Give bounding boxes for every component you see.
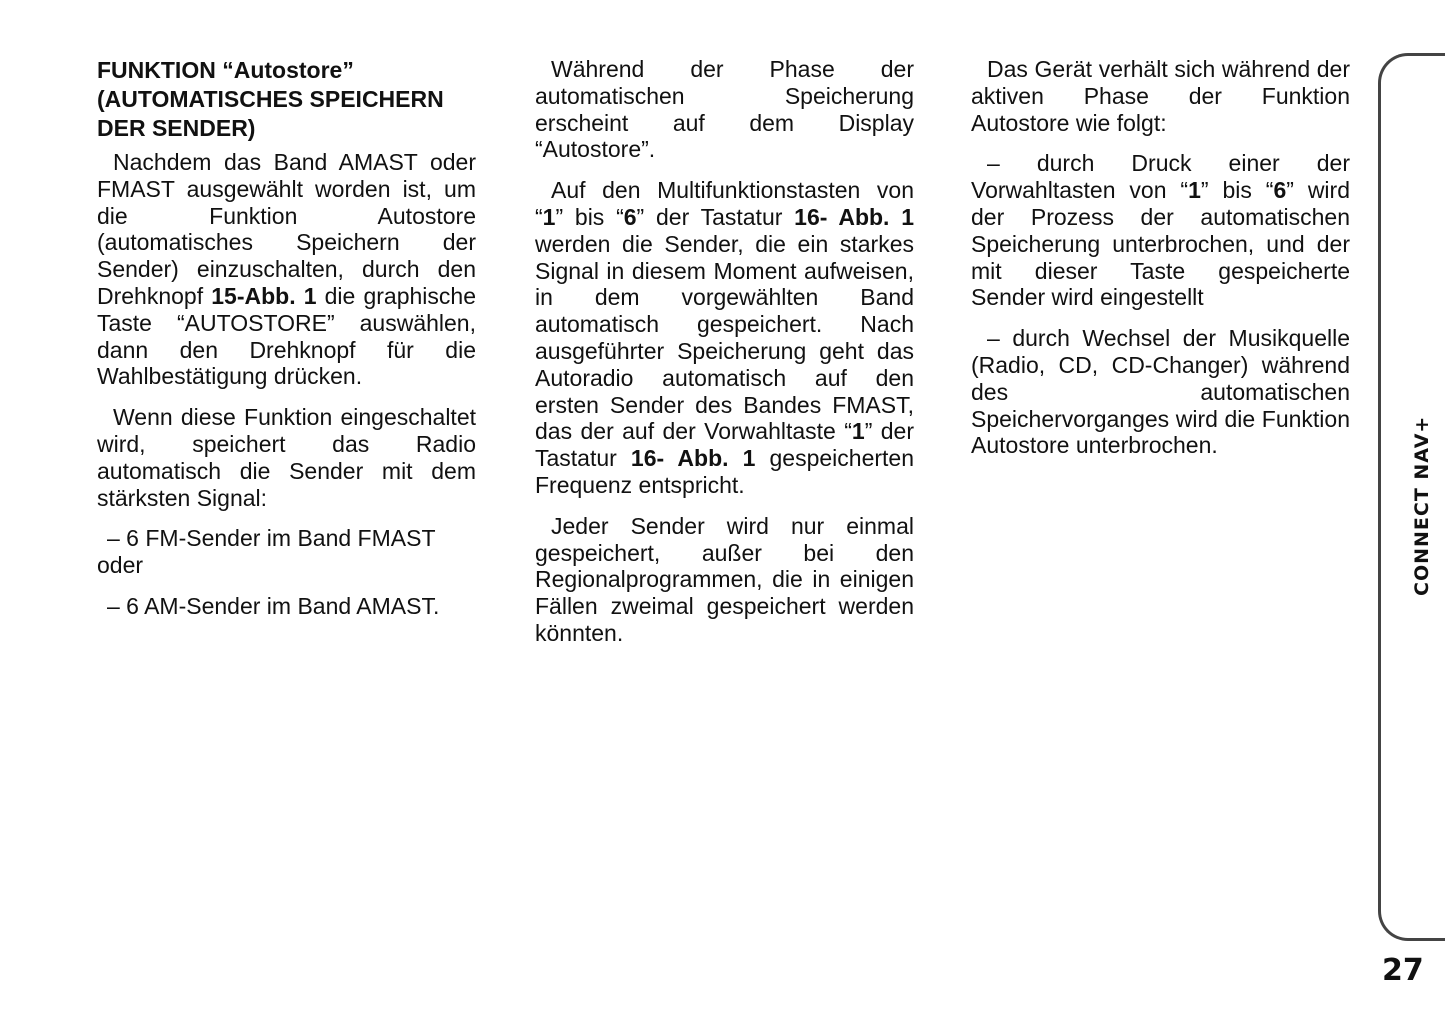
text: – durch Druck einer der Vorwahltasten von “ xyxy=(971,150,1350,204)
column-left xyxy=(97,56,476,634)
text: gespeicherten Frequenz entspricht. xyxy=(535,445,914,498)
paragraph-preset-interrupt xyxy=(971,150,1350,311)
key-number: 6 xyxy=(1273,177,1287,204)
text: ” der Tastatur xyxy=(636,203,795,230)
section-heading: FUNKTION “Autostore” (AUTOMATISCHES SPEICHERN DER SENDER) xyxy=(97,57,444,141)
key-number: 1 xyxy=(851,418,865,445)
list-item-fm: – 6 FM-Sender im Band FMAST oder xyxy=(97,525,436,579)
list-item-am: – 6 AM-Sender im Band AMAST. xyxy=(107,592,440,619)
key-number: 1 xyxy=(542,203,556,230)
page-number: 27 xyxy=(1382,953,1424,988)
text: Nachdem das Band AMAST oder FMAST ausgewählt worden ist, um die Funktion Autostore (automatisches Speichern der Sender) einzuschalten, durch den Drehknopf xyxy=(97,149,476,309)
reference-bold: 16- Abb. 1 xyxy=(794,203,914,230)
column-right xyxy=(971,56,1350,473)
paragraph-source-interrupt: – durch Wechsel der Musikquelle (Radio, CD, CD-Changer) während des automatischen Speichervorganges wird die Funktion Autostore unterbrochen. xyxy=(971,325,1350,459)
text: ” bis “ xyxy=(1200,177,1274,204)
text: werden die Sender, die ein starkes Signal in diesem Moment aufweisen, in dem vorgewählten Band automatisch gespeichert. Nach ausgeführter Speicherung geht das Autoradio automatisch auf den ersten Sender des Bandes FMAST, das der auf der Vorwahltaste “ xyxy=(535,230,914,445)
text: ” wird der Prozess der automatischen Speicherung unterbrochen, und der mit dieser Taste gespeicherte Sender wird eingestellt xyxy=(971,177,1350,311)
paragraph-display-autostore: Während der Phase der automatischen Speicherung erscheint auf dem Display “Autostore”. xyxy=(535,56,914,163)
paragraph-regional-programs: Jeder Sender wird nur einmal gespeichert, außer bei den Regionalprogrammen, die in einigen Fällen zweimal gespeichert werden könnten. xyxy=(535,512,914,646)
text: Auf den Multifunktionstasten von “ xyxy=(535,177,914,230)
text: ” der Tastatur xyxy=(535,418,915,472)
text: die graphische Taste “AUTOSTORE” auswählen, dann den Drehknopf für die Wahlbestätigung drücken. xyxy=(97,282,476,390)
text: ” bis “ xyxy=(555,203,624,230)
paragraph-autostore-activation xyxy=(97,149,476,390)
paragraph-multifunction-keys xyxy=(535,177,914,499)
column-middle xyxy=(535,56,914,661)
key-number: 1 xyxy=(1188,177,1201,204)
paragraph-device-behaviour: Das Gerät verhält sich während der aktiven Phase der Funktion Autostore wie folgt: xyxy=(971,56,1350,136)
reference-bold: 15-Abb. 1 xyxy=(211,282,317,309)
paragraph-autostore-effect: Wenn diese Funktion eingeschaltet wird, speichert das Radio automatisch die Sender mit dem stärksten Signal: xyxy=(97,404,476,511)
chapter-tab-label: CONNECT NAV+ xyxy=(1411,415,1433,596)
reference-bold: 16- Abb. 1 xyxy=(630,445,756,472)
key-number: 6 xyxy=(623,203,637,230)
